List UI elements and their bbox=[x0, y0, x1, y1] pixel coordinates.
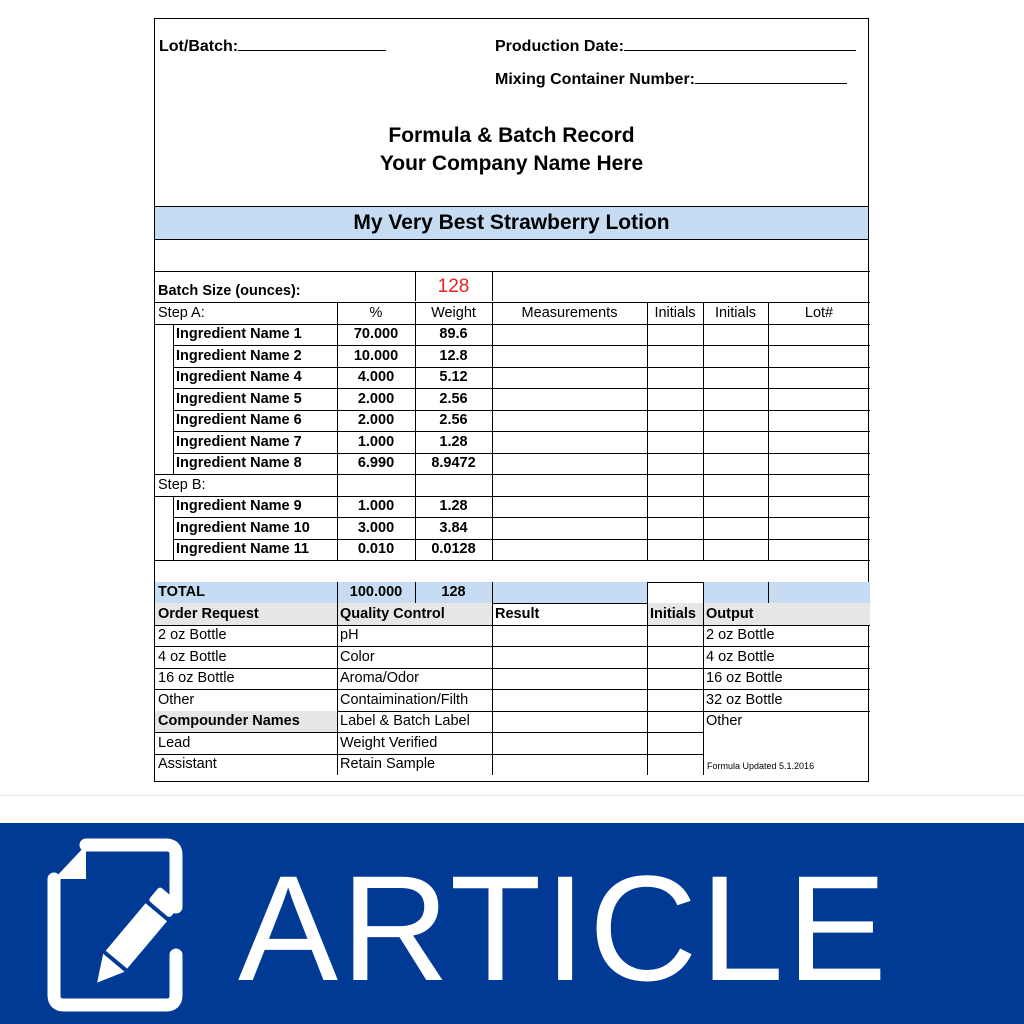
ingredient-weight: 1.28 bbox=[439, 433, 468, 450]
grid-line bbox=[173, 431, 174, 453]
grid-line bbox=[173, 496, 174, 518]
ingredient-name: Ingredient Name 6 bbox=[176, 412, 302, 428]
grid-line bbox=[647, 603, 648, 775]
ingredient-weight: 2.56 bbox=[439, 390, 468, 407]
grid-line bbox=[173, 324, 174, 346]
initials-header: Initials bbox=[654, 304, 696, 321]
grid-line bbox=[647, 582, 648, 604]
grid-line bbox=[415, 302, 416, 560]
grid-line bbox=[492, 302, 493, 560]
grid-line bbox=[415, 271, 416, 301]
step-b-label: Step B: bbox=[158, 476, 206, 493]
grid-line bbox=[173, 560, 870, 561]
grid-line bbox=[768, 582, 769, 604]
grid-line bbox=[173, 345, 174, 367]
grid-line bbox=[647, 302, 648, 560]
ingredient-name: Ingredient Name 7 bbox=[176, 433, 302, 450]
grid-line bbox=[173, 410, 174, 432]
percent-header: % bbox=[369, 304, 383, 321]
lot-batch-blank[interactable] bbox=[238, 37, 386, 51]
quality-control-header: Quality Control bbox=[340, 605, 445, 622]
ingredient-weight: 5.12 bbox=[439, 369, 468, 385]
quality-control-item: Color bbox=[340, 648, 375, 665]
grid-line bbox=[173, 453, 174, 475]
ingredient-name: Ingredient Name 5 bbox=[176, 390, 302, 407]
order-request-item: 16 oz Bottle bbox=[158, 670, 235, 686]
order-request-item: 2 oz Bottle bbox=[158, 627, 227, 643]
order-request-item: 4 oz Bottle bbox=[158, 648, 227, 665]
mixing-container-label: Mixing Container Number: bbox=[495, 71, 696, 88]
total-label: TOTAL bbox=[158, 584, 205, 600]
product-band bbox=[155, 206, 868, 240]
step-a-label: Step A: bbox=[158, 304, 205, 321]
article-label: ARTICLE bbox=[238, 844, 890, 1012]
measurements-header: Measurements bbox=[521, 304, 618, 321]
batch-size-label: Batch Size (ounces): bbox=[158, 282, 301, 299]
total-weight: 128 bbox=[441, 584, 466, 600]
ingredient-percent: 4.000 bbox=[357, 369, 395, 385]
quality-control-item: Contaimination/Filth bbox=[340, 691, 469, 708]
ingredient-percent: 3.000 bbox=[357, 519, 395, 536]
ingredient-name: Ingredient Name 9 bbox=[176, 498, 302, 514]
ingredient-percent: 0.010 bbox=[357, 541, 395, 557]
cell-background bbox=[492, 582, 647, 604]
grid-line bbox=[703, 302, 704, 560]
lot-batch-field bbox=[159, 37, 386, 56]
grid-line bbox=[703, 603, 704, 775]
output-header: Output bbox=[706, 605, 754, 622]
ingredient-name: Ingredient Name 4 bbox=[176, 369, 302, 385]
cell-background bbox=[703, 582, 768, 604]
company-name: Your Company Name Here bbox=[379, 152, 644, 175]
quality-control-item: pH bbox=[340, 627, 359, 643]
output-item: 4 oz Bottle bbox=[706, 648, 775, 665]
grid-line bbox=[173, 539, 174, 561]
mixing-container-field bbox=[495, 70, 868, 89]
grid-line bbox=[155, 560, 173, 561]
ingredient-percent: 10.000 bbox=[353, 347, 399, 364]
quality-control-item: Label & Batch Label bbox=[340, 713, 470, 729]
ingredient-name: Ingredient Name 8 bbox=[176, 455, 302, 471]
grid-line bbox=[337, 582, 338, 604]
formula-updated-note: Formula Updated 5.1.2016 bbox=[707, 760, 815, 771]
ingredient-percent: 2.000 bbox=[357, 412, 395, 428]
output-item: 16 oz Bottle bbox=[706, 670, 783, 686]
result-header: Result bbox=[495, 605, 540, 622]
quality-control-item: Retain Sample bbox=[340, 756, 436, 772]
document-edit-icon bbox=[46, 837, 216, 1012]
ingredient-weight: 0.0128 bbox=[431, 541, 476, 557]
order-request-item: Assistant bbox=[158, 756, 217, 772]
weight-header: Weight bbox=[431, 304, 476, 321]
batch-record-sheet bbox=[154, 18, 869, 782]
ingredient-name: Ingredient Name 1 bbox=[176, 326, 302, 342]
grid-line bbox=[415, 582, 416, 604]
order-request-header: Order Request bbox=[158, 605, 259, 622]
ingredient-weight: 8.9472 bbox=[431, 455, 476, 471]
ingredient-name: Ingredient Name 10 bbox=[176, 519, 310, 536]
ingredient-name: Ingredient Name 11 bbox=[176, 541, 309, 557]
ingredient-percent: 1.000 bbox=[357, 433, 395, 450]
grid-line bbox=[492, 582, 493, 604]
mixing-container-blank[interactable] bbox=[695, 70, 847, 84]
ingredient-weight: 2.56 bbox=[439, 412, 468, 428]
ingredient-percent: 2.000 bbox=[357, 390, 395, 407]
grid-line bbox=[173, 388, 174, 410]
total-percent: 100.000 bbox=[349, 584, 403, 600]
record-title: Formula & Batch Record bbox=[388, 124, 635, 147]
lot-batch-label: Lot/Batch: bbox=[159, 38, 239, 55]
ingredient-weight: 89.6 bbox=[439, 326, 468, 342]
ingredient-name: Ingredient Name 2 bbox=[176, 347, 302, 364]
production-date-blank[interactable] bbox=[624, 37, 856, 51]
ingredient-percent: 70.000 bbox=[353, 326, 399, 342]
divider bbox=[0, 795, 1024, 796]
production-date-label: Production Date: bbox=[495, 38, 624, 55]
compounder-names-header: Compounder Names bbox=[158, 713, 300, 729]
output-item: 2 oz Bottle bbox=[706, 627, 775, 643]
output-item: Other bbox=[706, 713, 743, 729]
ingredient-weight: 1.28 bbox=[439, 498, 468, 514]
output-item: 32 oz Bottle bbox=[706, 691, 783, 708]
order-request-item: Other bbox=[158, 691, 195, 708]
grid-line bbox=[337, 603, 338, 775]
order-request-item: Lead bbox=[158, 734, 191, 751]
ingredient-percent: 6.990 bbox=[357, 455, 395, 471]
ingredient-weight: 3.84 bbox=[439, 519, 468, 536]
grid-line bbox=[768, 302, 769, 560]
cell-background bbox=[768, 582, 870, 604]
ingredient-percent: 1.000 bbox=[357, 498, 395, 514]
production-date-field bbox=[495, 37, 868, 56]
grid-line bbox=[703, 582, 704, 604]
batch-size-value: 128 bbox=[437, 275, 470, 297]
lot-header: Lot# bbox=[804, 304, 834, 321]
qc-initials-header: Initials bbox=[650, 605, 696, 622]
quality-control-item: Weight Verified bbox=[340, 734, 438, 751]
initials-header: Initials bbox=[714, 304, 757, 321]
quality-control-item: Aroma/Odor bbox=[340, 670, 419, 686]
grid-line bbox=[173, 517, 174, 539]
product-name: My Very Best Strawberry Lotion bbox=[353, 211, 670, 234]
grid-line bbox=[492, 603, 493, 775]
grid-line bbox=[337, 302, 338, 560]
ingredient-weight: 12.8 bbox=[439, 347, 468, 364]
grid-line bbox=[173, 367, 174, 389]
grid-line bbox=[492, 271, 493, 301]
article-banner bbox=[0, 823, 1024, 1024]
